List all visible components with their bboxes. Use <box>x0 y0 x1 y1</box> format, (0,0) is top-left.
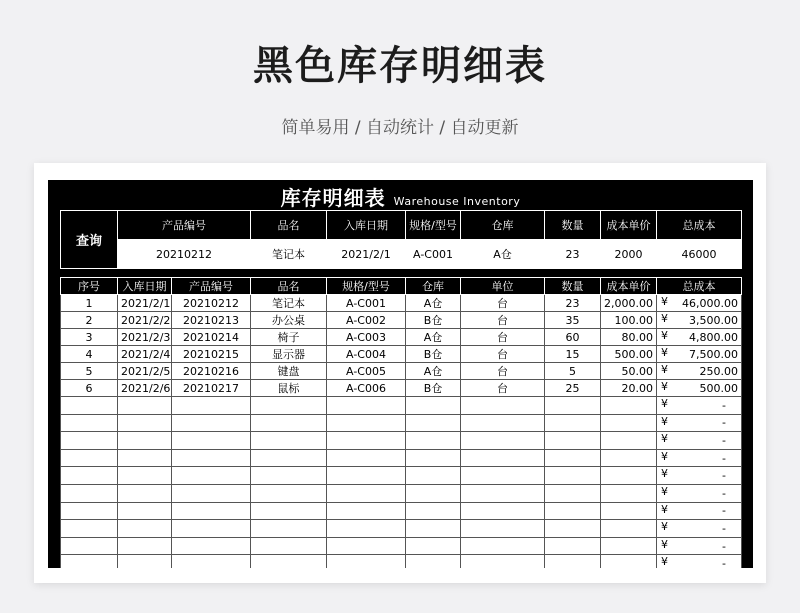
table-cell: 笔记本 <box>251 295 327 312</box>
currency-symbol: ¥ <box>661 449 668 463</box>
table-cell: 35 <box>545 312 601 329</box>
empty-cell[interactable] <box>406 484 461 502</box>
currency-symbol: ¥ <box>661 502 668 516</box>
currency-symbol: ¥ <box>661 432 668 446</box>
column-header: 成本单价 <box>601 278 657 295</box>
table-cell: 20.00 <box>601 380 657 397</box>
query-header-cell: 入库日期 <box>327 211 406 240</box>
empty-cell[interactable] <box>251 484 327 502</box>
total-cost-cell[interactable] <box>657 449 742 467</box>
total-cost-cell <box>657 363 742 380</box>
table-cell: 23 <box>545 295 601 312</box>
total-cost-value: 7,500.00 <box>689 347 738 361</box>
empty-cell[interactable] <box>327 484 406 502</box>
column-header: 序号 <box>61 278 118 295</box>
empty-cell[interactable] <box>327 397 406 415</box>
table-cell: 键盘 <box>251 363 327 380</box>
query-value-cell: A-C001 <box>406 240 461 269</box>
table-cell: 100.00 <box>601 312 657 329</box>
table-cell: 台 <box>461 295 545 312</box>
total-cost-cell <box>657 295 742 312</box>
empty-table-row <box>61 520 742 538</box>
empty-cell[interactable] <box>172 432 251 450</box>
empty-cell[interactable] <box>61 432 118 450</box>
table-cell: A仓 <box>406 295 461 312</box>
empty-cell[interactable] <box>118 537 172 555</box>
total-cost-cell[interactable] <box>657 502 742 520</box>
empty-cell[interactable] <box>545 449 601 467</box>
empty-cell[interactable] <box>601 520 657 538</box>
empty-cell[interactable] <box>61 484 118 502</box>
empty-cell[interactable] <box>118 484 172 502</box>
table-cell: 50.00 <box>601 363 657 380</box>
currency-symbol: ¥ <box>661 295 668 308</box>
query-header-cell: 数量 <box>545 211 601 240</box>
column-header: 产品编号 <box>172 278 251 295</box>
currency-symbol: ¥ <box>661 414 668 428</box>
empty-cell[interactable] <box>461 449 545 467</box>
table-cell: 台 <box>461 346 545 363</box>
table-cell: B仓 <box>406 380 461 397</box>
currency-symbol: ¥ <box>661 312 668 325</box>
table-cell: 20210215 <box>172 346 251 363</box>
empty-cell[interactable] <box>601 484 657 502</box>
empty-cell[interactable] <box>61 449 118 467</box>
total-cost-value: - <box>722 469 726 483</box>
empty-table-row <box>61 449 742 467</box>
table-cell: 20210212 <box>172 295 251 312</box>
empty-cell[interactable] <box>461 537 545 555</box>
total-cost-cell[interactable] <box>657 537 742 555</box>
query-value-cell: 笔记本 <box>251 240 327 269</box>
total-cost-value: 3,500.00 <box>689 313 738 327</box>
table-cell: A-C001 <box>327 295 406 312</box>
empty-cell[interactable] <box>251 520 327 538</box>
table-cell: 2021/2/1 <box>118 295 172 312</box>
empty-cell[interactable] <box>545 502 601 520</box>
total-cost-value: - <box>722 504 726 518</box>
empty-cell[interactable] <box>251 432 327 450</box>
total-cost-value: 500.00 <box>699 381 738 395</box>
table-cell: 2021/2/3 <box>118 329 172 346</box>
empty-table-row <box>61 555 742 568</box>
empty-cell[interactable] <box>327 449 406 467</box>
empty-table-row <box>61 467 742 485</box>
total-cost-value: - <box>722 521 726 535</box>
query-header-cell: 成本单价 <box>601 211 657 240</box>
table-cell: 500.00 <box>601 346 657 363</box>
total-cost-cell <box>657 380 742 397</box>
empty-cell[interactable] <box>545 537 601 555</box>
total-cost-value: - <box>722 433 726 447</box>
table-cell: 鼠标 <box>251 380 327 397</box>
empty-cell[interactable] <box>327 432 406 450</box>
empty-table-row <box>61 502 742 520</box>
query-value-cell: 23 <box>545 240 601 269</box>
empty-cell[interactable] <box>327 467 406 485</box>
table-row <box>61 363 742 380</box>
empty-cell[interactable] <box>172 467 251 485</box>
empty-cell[interactable] <box>545 414 601 432</box>
table-cell: 台 <box>461 312 545 329</box>
empty-cell[interactable] <box>61 467 118 485</box>
empty-cell[interactable] <box>61 520 118 538</box>
page-title: 黑色库存明细表 <box>253 43 547 89</box>
table-cell: 5 <box>545 363 601 380</box>
table-cell: 2021/2/2 <box>118 312 172 329</box>
empty-cell[interactable] <box>461 520 545 538</box>
column-header: 品名 <box>251 278 327 295</box>
currency-symbol: ¥ <box>661 520 668 534</box>
table-cell: A-C005 <box>327 363 406 380</box>
total-cost-cell[interactable] <box>657 467 742 485</box>
empty-cell[interactable] <box>118 397 172 415</box>
empty-cell[interactable] <box>461 555 545 568</box>
total-cost-cell[interactable] <box>657 484 742 502</box>
empty-cell[interactable] <box>251 555 327 568</box>
empty-cell[interactable] <box>251 414 327 432</box>
table-cell: A-C004 <box>327 346 406 363</box>
empty-cell[interactable] <box>118 502 172 520</box>
empty-cell[interactable] <box>406 449 461 467</box>
table-cell: 2,000.00 <box>601 295 657 312</box>
empty-cell[interactable] <box>118 467 172 485</box>
total-cost-value: 250.00 <box>699 364 738 378</box>
currency-symbol: ¥ <box>661 363 668 376</box>
empty-cell[interactable] <box>545 397 601 415</box>
column-header: 仓库 <box>406 278 461 295</box>
query-table <box>60 210 742 269</box>
table-cell: 台 <box>461 363 545 380</box>
query-value-cell: 2000 <box>601 240 657 269</box>
table-cell: 2021/2/6 <box>118 380 172 397</box>
table-cell: 20210213 <box>172 312 251 329</box>
empty-table-row <box>61 414 742 432</box>
table-cell: 1 <box>61 295 118 312</box>
currency-symbol: ¥ <box>661 467 668 481</box>
empty-cell[interactable] <box>601 537 657 555</box>
table-cell: 2021/2/4 <box>118 346 172 363</box>
query-header-cell: 总成本 <box>657 211 742 240</box>
table-cell: A仓 <box>406 363 461 380</box>
empty-cell[interactable] <box>172 414 251 432</box>
column-header: 总成本 <box>657 278 742 295</box>
currency-symbol: ¥ <box>661 484 668 498</box>
empty-cell[interactable] <box>406 555 461 568</box>
empty-cell[interactable] <box>327 537 406 555</box>
table-cell: B仓 <box>406 346 461 363</box>
empty-cell[interactable] <box>118 432 172 450</box>
total-cost-value: - <box>722 486 726 500</box>
page-subtitle: 简单易用 / 自动统计 / 自动更新 <box>281 118 519 138</box>
table-cell: 20210217 <box>172 380 251 397</box>
currency-symbol: ¥ <box>661 380 668 393</box>
empty-cell[interactable] <box>461 502 545 520</box>
empty-cell[interactable] <box>406 520 461 538</box>
empty-cell[interactable] <box>461 467 545 485</box>
query-value-cell: 46000 <box>657 240 742 269</box>
table-body <box>61 295 742 569</box>
table-cell: 20210214 <box>172 329 251 346</box>
table-cell: 15 <box>545 346 601 363</box>
empty-cell[interactable] <box>545 467 601 485</box>
table-cell: 5 <box>61 363 118 380</box>
total-cost-value: 46,000.00 <box>682 296 738 310</box>
column-header: 入库日期 <box>118 278 172 295</box>
empty-cell[interactable] <box>601 502 657 520</box>
query-header-row <box>61 211 742 240</box>
empty-cell[interactable] <box>327 555 406 568</box>
currency-symbol: ¥ <box>661 329 668 342</box>
empty-cell[interactable] <box>327 414 406 432</box>
table-header-row <box>61 278 742 295</box>
total-cost-cell[interactable] <box>657 555 742 568</box>
empty-cell[interactable] <box>61 414 118 432</box>
empty-cell[interactable] <box>406 432 461 450</box>
query-header-cell: 品名 <box>251 211 327 240</box>
empty-cell[interactable] <box>406 502 461 520</box>
query-header-cell: 仓库 <box>461 211 545 240</box>
table-row <box>61 380 742 397</box>
total-cost-cell <box>657 346 742 363</box>
table-row <box>61 346 742 363</box>
empty-cell[interactable] <box>172 537 251 555</box>
empty-cell[interactable] <box>118 449 172 467</box>
total-cost-value: - <box>722 451 726 465</box>
empty-cell[interactable] <box>406 467 461 485</box>
empty-cell[interactable] <box>601 449 657 467</box>
table-cell: 3 <box>61 329 118 346</box>
sheet-title-en: Warehouse Inventory <box>393 195 521 208</box>
table-cell: A-C003 <box>327 329 406 346</box>
currency-symbol: ¥ <box>661 555 668 568</box>
table-cell: 2021/2/5 <box>118 363 172 380</box>
total-cost-cell[interactable] <box>657 397 742 415</box>
table-cell: 椅子 <box>251 329 327 346</box>
empty-table-row <box>61 537 742 555</box>
empty-cell[interactable] <box>601 467 657 485</box>
table-cell: 显示器 <box>251 346 327 363</box>
empty-table-row <box>61 397 742 415</box>
total-cost-cell <box>657 329 742 346</box>
total-cost-value: - <box>722 416 726 430</box>
inventory-table <box>60 277 742 568</box>
empty-cell[interactable] <box>601 432 657 450</box>
column-header: 单位 <box>461 278 545 295</box>
empty-cell[interactable] <box>461 397 545 415</box>
total-cost-value: - <box>722 539 726 553</box>
query-value-cell: A仓 <box>461 240 545 269</box>
column-header: 规格/型号 <box>327 278 406 295</box>
total-cost-value: - <box>722 398 726 412</box>
empty-cell[interactable] <box>61 502 118 520</box>
table-cell: 25 <box>545 380 601 397</box>
empty-cell[interactable] <box>172 484 251 502</box>
table-cell: 2 <box>61 312 118 329</box>
empty-cell[interactable] <box>406 414 461 432</box>
empty-cell[interactable] <box>601 414 657 432</box>
empty-cell[interactable] <box>601 397 657 415</box>
query-label: 查询 <box>61 211 118 269</box>
table-cell: A-C006 <box>327 380 406 397</box>
table-cell: A仓 <box>406 329 461 346</box>
table-cell: 办公桌 <box>251 312 327 329</box>
query-value-cell: 2021/2/1 <box>327 240 406 269</box>
table-cell: B仓 <box>406 312 461 329</box>
query-header-cell: 规格/型号 <box>406 211 461 240</box>
empty-cell[interactable] <box>461 414 545 432</box>
empty-cell[interactable] <box>327 520 406 538</box>
empty-cell[interactable] <box>172 397 251 415</box>
empty-cell[interactable] <box>545 432 601 450</box>
empty-cell[interactable] <box>172 520 251 538</box>
empty-cell[interactable] <box>61 397 118 415</box>
total-cost-value: 4,800.00 <box>689 330 738 344</box>
empty-cell[interactable] <box>327 502 406 520</box>
table-row <box>61 312 742 329</box>
currency-symbol: ¥ <box>661 346 668 359</box>
empty-cell[interactable] <box>251 537 327 555</box>
empty-cell[interactable] <box>251 502 327 520</box>
table-cell: 6 <box>61 380 118 397</box>
total-cost-cell <box>657 312 742 329</box>
empty-cell[interactable] <box>545 484 601 502</box>
sheet-title-cn: 库存明细表 <box>280 186 386 210</box>
empty-cell[interactable] <box>172 555 251 568</box>
query-header-cell: 产品编号 <box>118 211 251 240</box>
table-row <box>61 329 742 346</box>
inventory-sheet <box>48 180 753 568</box>
empty-cell[interactable] <box>251 467 327 485</box>
empty-table-row <box>61 432 742 450</box>
empty-cell[interactable] <box>118 555 172 568</box>
empty-cell[interactable] <box>406 397 461 415</box>
empty-cell[interactable] <box>406 537 461 555</box>
empty-table-row <box>61 484 742 502</box>
total-cost-cell[interactable] <box>657 520 742 538</box>
empty-cell[interactable] <box>172 502 251 520</box>
currency-symbol: ¥ <box>661 397 668 410</box>
empty-cell[interactable] <box>61 555 118 568</box>
table-cell: 20210216 <box>172 363 251 380</box>
empty-cell[interactable] <box>61 537 118 555</box>
empty-cell[interactable] <box>461 432 545 450</box>
table-cell: 台 <box>461 329 545 346</box>
column-header: 数量 <box>545 278 601 295</box>
table-row <box>61 295 742 312</box>
empty-cell[interactable] <box>118 414 172 432</box>
total-cost-value: - <box>722 557 726 568</box>
empty-cell[interactable] <box>118 520 172 538</box>
table-cell: 60 <box>545 329 601 346</box>
total-cost-cell[interactable] <box>657 414 742 432</box>
empty-cell[interactable] <box>545 555 601 568</box>
table-cell: 80.00 <box>601 329 657 346</box>
table-cell: 4 <box>61 346 118 363</box>
empty-cell[interactable] <box>251 397 327 415</box>
empty-cell[interactable] <box>601 555 657 568</box>
total-cost-cell[interactable] <box>657 432 742 450</box>
empty-cell[interactable] <box>545 520 601 538</box>
sheet-header <box>48 182 753 208</box>
currency-symbol: ¥ <box>661 537 668 551</box>
query-value-row <box>61 240 742 269</box>
table-cell: A-C002 <box>327 312 406 329</box>
query-product-code-input[interactable]: 20210212 <box>118 240 251 269</box>
table-cell: 台 <box>461 380 545 397</box>
empty-cell[interactable] <box>251 449 327 467</box>
empty-cell[interactable] <box>172 449 251 467</box>
empty-cell[interactable] <box>461 484 545 502</box>
